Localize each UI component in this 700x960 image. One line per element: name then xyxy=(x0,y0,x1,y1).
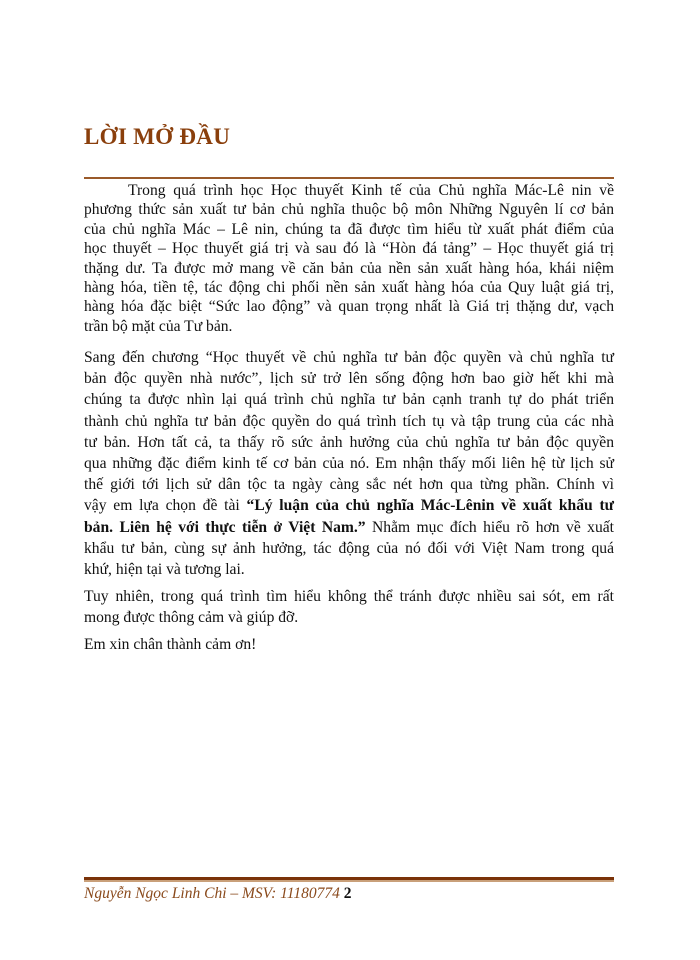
text-line xyxy=(84,347,614,368)
text-segment: chúng ta được nhìn lại quá trình chủ nghĩa tư bản cạnh tranh tự do phát triển xyxy=(84,391,614,409)
text-line xyxy=(84,411,614,432)
text-line xyxy=(84,389,614,410)
text-segment: Sang đến chương “Học thuyết về chủ nghĩa tư bản độc quyền và chủ nghĩa tư xyxy=(84,349,614,366)
footer-author: Nguyễn Ngọc Linh Chi – MSV: 11180774 xyxy=(84,885,340,902)
text-line xyxy=(84,220,614,239)
text-segment: thế giới tới lịch sử dân tộc ta ngày càng sắc nét hơn qua từng phần. Chính vì xyxy=(84,476,614,494)
text-segment: Tuy nhiên, trong quá trình tìm hiểu không thể tránh được nhiều sai sót, em rất xyxy=(84,588,614,605)
text-line xyxy=(84,432,614,453)
text-line xyxy=(84,259,614,278)
text-line xyxy=(84,278,614,297)
text-segment: học thuyết – Học thuyết giá trị và sau đó là “Hòn đá tảng” – Học thuyết giá trị xyxy=(84,240,614,258)
title-divider xyxy=(84,177,614,179)
text-line xyxy=(84,181,614,200)
text-segment: của chủ nghĩa Mác – Lê nin, chúng ta đã được tìm hiểu từ xuất phát điểm của xyxy=(84,220,614,238)
text-segment: phương thức sản xuất tư bản chủ nghĩa thuộc bộ môn Những Nguyên lí cơ bản xyxy=(84,201,614,219)
text-line xyxy=(84,317,614,336)
text-segment: tư bản. Hơn tất cả, ta thấy rõ sức ảnh hưởng của chủ nghĩa tư bản độc quyền xyxy=(84,433,614,451)
text-line xyxy=(84,517,614,538)
text-segment: bản độc quyền nhà nước”, lịch sử trở lên sống động hơn bao giờ hết khi mà xyxy=(84,370,614,388)
text-segment: Em xin chân thành cảm ơn! xyxy=(84,636,257,653)
bold-text: bản. Liên hệ với thực tiễn ở Việt Nam.” xyxy=(84,518,366,536)
text-segment: Trong quá trình học Học thuyết Kinh tế của Chủ nghĩa Mác-Lê nin về xyxy=(128,182,614,199)
text-line xyxy=(84,474,614,495)
page-title: LỜI MỞ ĐẦU xyxy=(84,124,231,149)
text-line xyxy=(84,453,614,474)
footer xyxy=(84,885,352,903)
bold-text: “Lý luận của chủ nghĩa Mác-Lênin về xuất khẩu tư xyxy=(246,497,615,515)
text-line xyxy=(84,495,614,516)
text-segment: hàng hóa đặc biệt “Sức lao động” và quan trọng nhất là Giá trị thặng dư, vạch xyxy=(84,298,614,316)
text-segment: thành chủ nghĩa tư bản độc quyền do quá trình tích tụ và tập trung của các nhà xyxy=(84,412,614,430)
paragraph-topic xyxy=(84,347,614,580)
text-segment: qua những đặc điểm kinh tế cơ bản của nó. Em nhận thấy mối liên hệ từ lịch sử xyxy=(84,455,614,473)
text-line xyxy=(84,634,614,655)
text-line xyxy=(84,200,614,219)
footer-divider xyxy=(84,877,614,882)
paragraph-thanks xyxy=(84,634,614,655)
text-segment: mong được thông cảm và giúp đỡ. xyxy=(84,609,299,626)
text-segment: khứ, hiện tại và tương lai. xyxy=(84,561,245,579)
text-line xyxy=(84,538,614,559)
text-segment: Nhằm mục đích hiểu rõ hơn về xuất xyxy=(365,518,615,536)
text-line xyxy=(84,607,614,628)
text-line xyxy=(84,239,614,258)
text-segment: thặng dư. Ta được mở mang về căn bản của nền sản xuất hàng hóa, khái niệm xyxy=(84,259,614,277)
text-line xyxy=(84,368,614,389)
text-segment: khẩu tư bản, cùng sự ảnh hưởng, tác động của nó đối với Việt Nam trong quá xyxy=(84,539,614,557)
text-segment: trần bộ mặt của Tư bản. xyxy=(84,317,233,335)
paragraph-apology xyxy=(84,586,614,628)
text-segment: hàng hóa, tiền tệ, tác động chi phối nền sản xuất hàng hóa của Quy luật giá trị, xyxy=(84,279,614,297)
paragraph-intro xyxy=(84,181,614,336)
page-number: 2 xyxy=(343,885,352,902)
text-line xyxy=(84,586,614,607)
text-line xyxy=(84,297,614,316)
text-segment: vậy em lựa chọn đề tài xyxy=(84,497,247,515)
text-line xyxy=(84,559,614,580)
